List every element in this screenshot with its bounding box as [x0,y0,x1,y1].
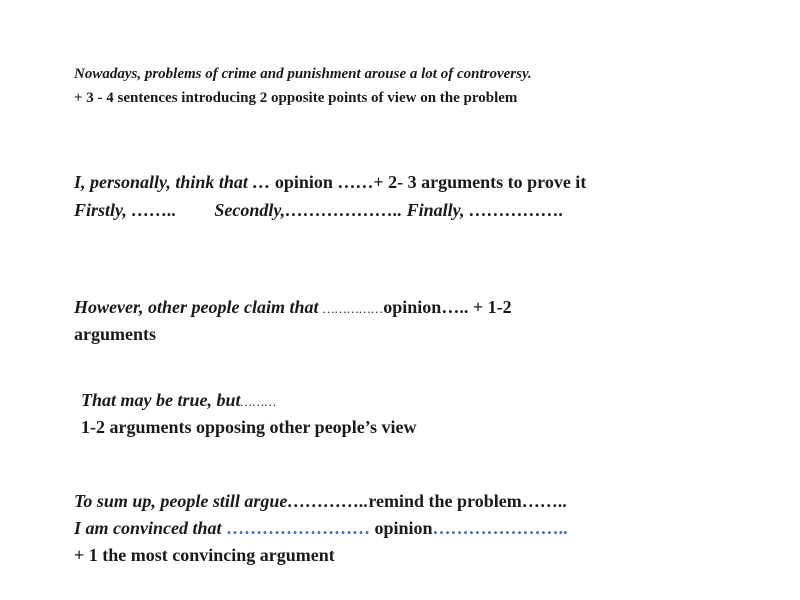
intro-line-1 [74,62,532,86]
conclusion-line-2 [74,515,568,541]
counter-line-1 [74,294,512,322]
convinced-phrase: I am convinced that [74,518,226,538]
convinced-dots: …………………… [226,518,370,538]
opinion-instruction: opinion ……+ 2- 3 arguments to prove it [274,172,587,192]
conclusion-instruction: remind the problem…….. [368,491,567,511]
convinced-end-dots: ………………….. [432,518,568,538]
intro-instruction: + 3 - 4 sentences introducing 2 opposite points of view on the problem [74,90,518,106]
intro-line-2 [74,86,517,110]
conclusion-line-1 [74,488,567,514]
firstly-phrase: Firstly, …….. [74,200,177,220]
convinced-opinion: opinion [370,518,433,538]
counter-instruction: opinion….. + 1-2 [383,297,512,317]
opinion-line-2 [74,197,564,223]
rebuttal-dots: ……… [240,394,277,409]
opinion-line-1 [74,169,586,195]
rebuttal-line-1 [81,387,277,415]
opinion-phrase: I, personally, think that … [74,172,275,192]
counter-dots: …………… [322,301,384,316]
final-argument-instruction: + 1 the most convincing argument [74,545,335,565]
rebuttal-line-2 [81,414,417,440]
rebuttal-instruction: 1-2 arguments opposing other people’s view [81,417,417,437]
counter-instruction-cont: arguments [74,324,156,344]
intro-sentence: Nowadays, problems of crime and punishment arouse a lot of controversy. [74,66,532,82]
secondly-finally-phrase: Secondly,……………….. Finally, ……………. [214,200,564,220]
counter-line-2 [74,321,156,347]
conclusion-phrase: To sum up, people still argue………….. [74,491,369,511]
conclusion-line-3 [74,542,335,568]
rebuttal-phrase: That may be true, but [81,390,241,410]
counter-phrase: However, other people claim that [74,297,323,317]
